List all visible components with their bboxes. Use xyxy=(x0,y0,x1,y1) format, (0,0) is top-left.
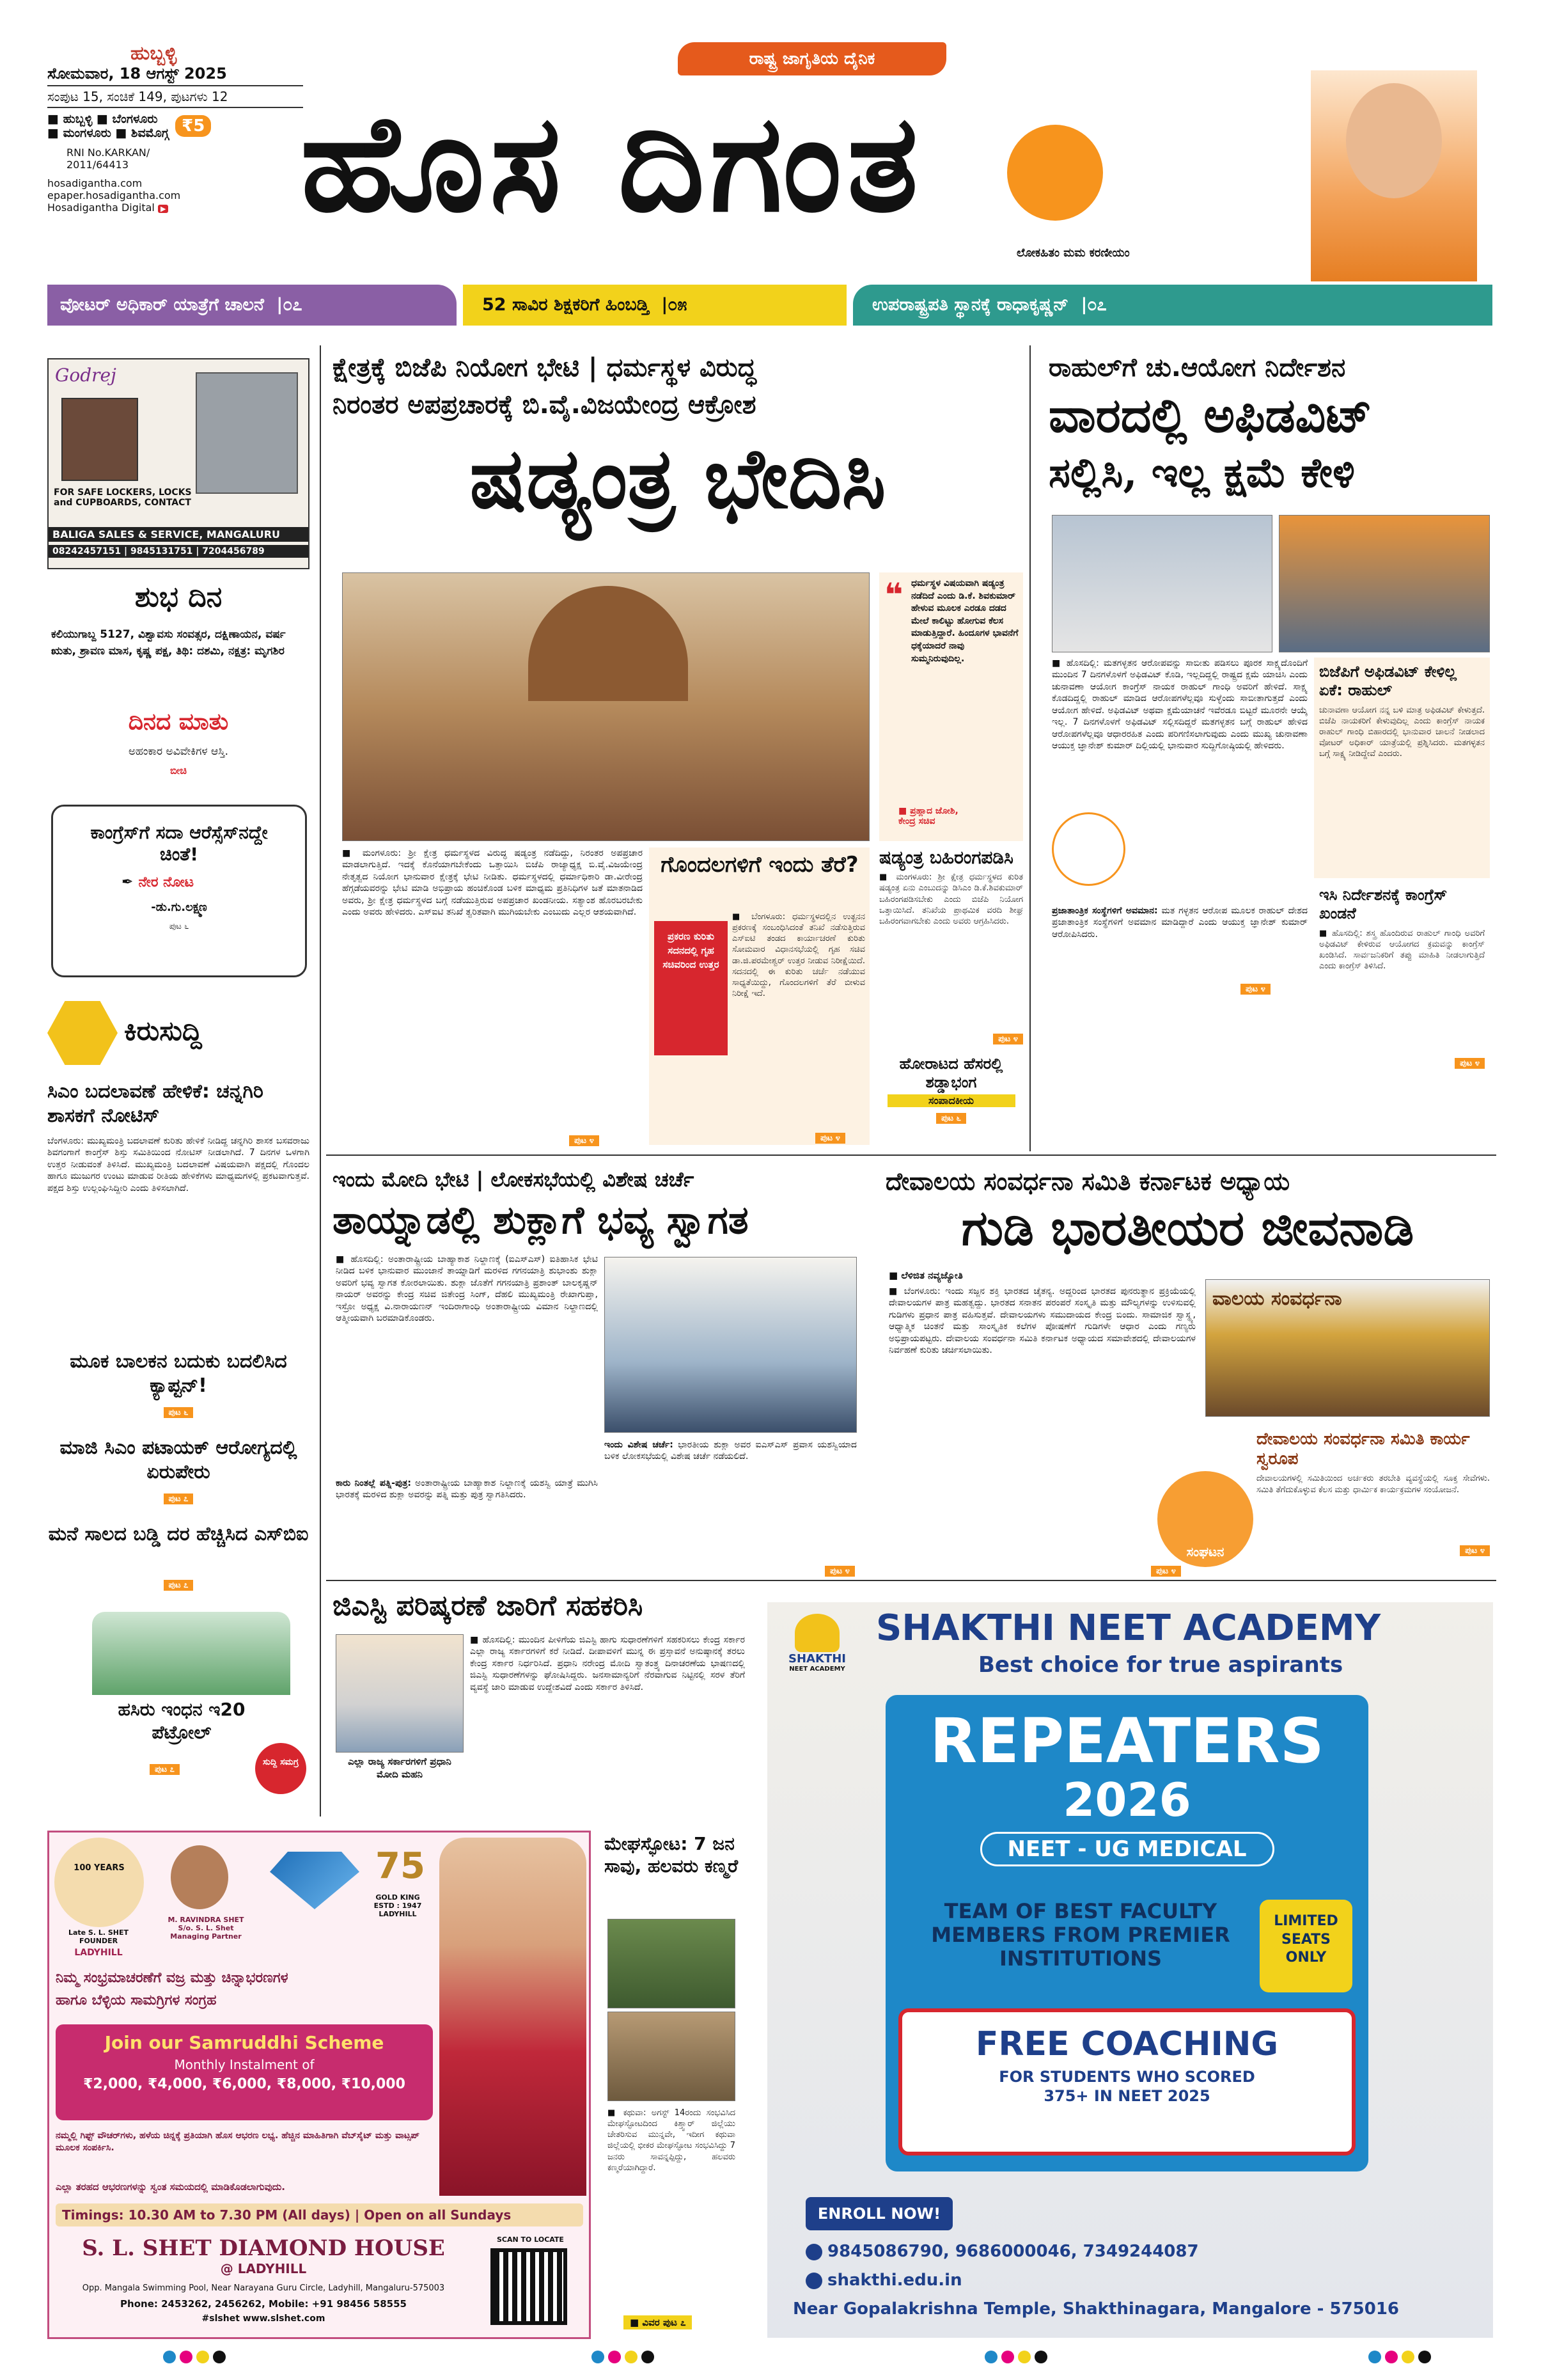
rahul-side2-title[interactable]: ಇಸಿ ನಿರ್ದೇಶನಕ್ಕೆ ಕಾಂಗ್ರೆಸ್ ಖಂಡನೆ xyxy=(1319,886,1448,922)
temple-box xyxy=(1256,1430,1490,1573)
column-title: ಕಾಂಗ್ರೆಸ್‌ಗೆ ಸದಾ ಆರೆಸ್ಸೆಸ್‌ನದ್ದೇ ಚಿಂತೆ! xyxy=(90,822,268,865)
finger-snap-icon xyxy=(47,1001,118,1065)
city-name: ಹುಬ್ಬಳ್ಳಿ xyxy=(130,42,177,65)
temple-logo: ಸಂಘಟನ xyxy=(1157,1471,1253,1567)
side2-box xyxy=(879,847,1023,1145)
suddi-samagra-badge: ಸುದ್ದಿ ಸಮಗ್ರ xyxy=(255,1743,306,1794)
gst-body: ■ ಹೊಸದಿಲ್ಲಿ: ಮುಂದಿನ ಪೀಳಿಗೆಯ ಜಿಎಸ್ಟಿ ಹಾಗು ಸುಧಾರಣೆಗಳಿಗೆ ಸಹಕರಿಸಲು ಕೇಂದ್ರ ಸರ್ಕಾರ ಎಲ್ಲಾ ರಾಜ್ಯ ಸರ್ಕಾರಗಳಿಗೆ ಕರೆ ನೀಡಿದೆ. ದೀಪಾವಳಿಗೆ ಮುನ್ನ ಈ ಪ್ರಸ್ತಾವನೆ ಅನುಷ್ಠಾನಕ್ಕೆ ತರಲು ಕೇಂದ್ರ ಸರ್ಕಾರ ನಿರ್ಧರಿಸಿದೆ. ಪ್ರಧಾನಿ ನರೇಂದ್ರ ಮೋದಿ ಸ್ವಾತಂತ್ರ್ಯ ದಿನಾಚರಣೆಯ ಭಾಷಣದಲ್ಲಿ ಜಿಎಸ್ಟಿ ಸುಧಾರಣೆಗಳನ್ನು ಘೋಷಿಸಿದ್ದರು. ಜನಸಾಮಾನ್ಯರಿಗೆ ನೆರವಾಗುವ ನಿಟ್ಟಿನಲ್ಲಿ ಸರಳ ತೆರಿಗೆ ವ್ಯವಸ್ಥೆ ಜಾರಿ ಮಾಡುವ ಉದ್ದೇಶವಿದೆ ಎಂದು ಸರ್ಕಾರ ತಿಳಿಸಿದೆ. xyxy=(470,1635,745,1692)
registration-marks-left xyxy=(163,2351,230,2363)
column-page: ಪುಟ ೬ xyxy=(169,922,189,931)
rahul-side2 xyxy=(1314,886,1490,1142)
cloudburst-headline[interactable]: ಮೇಘಸ್ಫೋಟ: 7 ಜನ ಸಾವು, ಹಲವರು ಕಣ್ಮರೆ xyxy=(604,1833,739,1877)
shet-jewellery-ad[interactable]: 100 YEARS Late S. L. SHET FOUNDER LADYHILL M. RAVINDRA SHET S/o. S. L. Shet Managing Partner 75 GOLD KING ESTD : 1947 LADYHILL ನಿಮ್ಮ ಸಂಭ್ರಮಾಚರಣೆಗೆ ವಜ್ರ ಮತ್ತು ಚಿನ್ನಾಭರಣಗಳ ಹಾಗೂ ಬೆಳ್ಳಿಯ ಸಾಮಗ್ರಿಗಳ ಸಂಗ್ರಹ Join our Samruddhi Scheme Monthly Instalment of ₹2,000, ₹4,000, ₹6,000, ₹8,000, ₹10,000 ನಮ್ಮಲ್ಲಿ ಗಿಫ್ಟ್ ವೌಚರ್‌ಗಳು, ಹಳೆಯ ಚಿನ್ನಕ್ಕೆ ಪ್ರತಿಯಾಗಿ ಹೊಸ ಆಭರಣ ಲಭ್ಯ. ಹೆಚ್ಚಿನ ಮಾಹಿತಿಗಾಗಿ ವೆಬ್‌ಸೈಟ್ ಮತ್ತು ವಾಟ್ಸಪ್ ಮೂಲಕ ಸಂಪರ್ಕಿಸಿ. ಎಲ್ಲಾ ತರಹದ ಆಭರಣಗಳನ್ನು ಸ್ವಂತ ಸಮಯದಲ್ಲಿ ಮಾಡಿಕೊಡಲಾಗುವುದು. Timings: 10.30 AM to 7.30 PM (All days) | Open on all Sundays S. L. SHET DIAMOND HOUSE @ LADYHILL Opp. Mangala Swimming Pool, Near Narayana Guru Circle, Ladyhill, Mangaluru-575003 Phone: 2453262, 2456262, Mobile: +91 98456 58555 #slshet www.slshet.com SCAN TO LOCATE xyxy=(47,1831,591,2339)
shubha-dina-heading: ಶುಭ ದಿನ xyxy=(134,581,223,613)
tagline-banner: ರಾಷ್ಟ್ರ ಜಾಗೃತಿಯ ದೈನಿಕ xyxy=(678,42,946,75)
side2-page[interactable]: ಪುಟ ೪ xyxy=(993,1034,1023,1044)
temple-box-title[interactable]: ದೇವಾಲಯ ಸಂವರ್ಧನಾ ಸಮಿತಿ ಕಾರ್ಯ ಸ್ವರೂಪ xyxy=(1256,1430,1470,1469)
fuel-box[interactable] xyxy=(47,1612,309,1804)
brief3-page: ಪುಟ ೭ xyxy=(164,1493,194,1504)
side-body: ■ ಬೆಂಗಳೂರು: ಧರ್ಮಸ್ಥಳದಲ್ಲಿನ ಉತ್ಖನನ ಪ್ರಕರಣಕ್ಕೆ ಸಂಬಂಧಿಸಿದಂತೆ ತನಿಖೆ ನಡೆಸುತ್ತಿರುವ ಎಸ್ಐಟಿ ತಂಡದ ಕಾರ್ಯಾಚರಣೆ ಕುರಿತು ಸೋಮವಾರ ವಿಧಾನಸಭೆಯಲ್ಲಿ ಗೃಹ ಸಚಿವ ಡಾ.ಜಿ.ಪರಮೇಶ್ವರ್ ಉತ್ತರ ನೀಡುವ ನಿರೀಕ್ಷೆಯಿದೆ. ಸದನದಲ್ಲಿ ಈ ಕುರಿತು ಚರ್ಚೆ ನಡೆಯುವ ಸಾಧ್ಯತೆಯಿದ್ದು, ಗೊಂದಲಗಳಿಗೆ ತೆರೆ ಬೀಳುವ ನಿರೀಕ್ಷೆ ಇದೆ. xyxy=(732,912,865,999)
rahul-side2-page[interactable]: ಪುಟ ೪ xyxy=(1455,1058,1485,1069)
fuel-page: ಪುಟ ೭ xyxy=(150,1764,180,1775)
pen-icon: ✒ xyxy=(121,874,134,890)
rahul-side1-body: ಚುನಾವಣಾ ಆಯೋಗ ನನ್ನ ಬಳಿ ಮಾತ್ರ ಅಫಿಡವಿಟ್ ಕೇಳುತ್ತದೆ. ಬಿಜೆಪಿ ನಾಯಕರಿಗೆ ಕೇಳುವುದಿಲ್ಲ ಎಂದು ಕಾಂಗ್ರೆಸ್ ನಾಯಕ ರಾಹುಲ್ ಗಾಂಧಿ ಬಿಹಾರದಲ್ಲಿ ಭಾನುವಾರ ಚಾಲನೆ ನೀಡಲಾದ ವೋಟರ್ ಅಧಿಕಾರ್ ಯಾತ್ರೆಯಲ್ಲಿ ಪ್ರಶ್ನಿಸಿದರು. ಮತಗಳ್ಳತನ ಬಗ್ಗೆ ಸಾಕ್ಷ್ಯ ನೀಡಿದ್ದೇವೆ ಎಂದರು. xyxy=(1319,705,1485,759)
edition-list: ■ ಹುಬ್ಬಳ್ಳಿ ■ ಬೆಂಗಳೂರು xyxy=(47,112,158,126)
rahul-headline-1[interactable]: ವಾರದಲ್ಲಿ ಅಫಿಡವಿಟ್ xyxy=(1049,388,1372,443)
cloudburst-photo-2 xyxy=(607,2012,735,2101)
shukla-page[interactable]: ಪುಟ ೪ xyxy=(825,1566,855,1577)
founder-photo xyxy=(171,1845,228,1909)
shukla-kicker: ಇಂದು ಮೋದಿ ಭೇಟಿ | ಲೋಕಸಭೆಯಲ್ಲಿ ವಿಶೇಷ ಚರ್ಚೆ xyxy=(332,1167,694,1192)
side3-page[interactable]: ಪುಟ ೬ xyxy=(936,1113,966,1124)
newspaper-motto: ಲೋಕಹಿತಂ ಮಮ ಕರಣೀಯಂ xyxy=(1017,246,1130,260)
rahul-body-2: ಪ್ರಜಾತಾಂತ್ರಿಕ ಸಂಸ್ಥೆಗಳಿಗೆ ಅವಮಾನ: ಮತ ಗಳ್ಳತನ ಆರೋಪ ಮೂಲಕ ರಾಹುಲ್ ದೇಶದ ಪ್ರಜಾತಾಂತ್ರಿಕ ಸಂಸ್ಥೆಗಳಿಗೆ ಅವಮಾನ ಮಾಡಿದ್ದಾರೆ ಎಂದು ಆಯುಕ್ತ ಜ್ಞಾನೇಶ್ ಕುಮಾರ್ ಆರೋಪಿಸಿದರು. xyxy=(1052,906,1308,940)
commissioner-photo xyxy=(1279,515,1490,652)
registration-marks-far-right xyxy=(1368,2351,1435,2363)
safe-image xyxy=(61,398,138,481)
mortarboard-icon xyxy=(795,1614,840,1652)
website-link[interactable]: hosadigantha.com xyxy=(47,177,143,189)
phone-line: 9845086790, 9686000046, 7349244087 xyxy=(806,2242,1199,2261)
youtube-icon: ▶ xyxy=(158,205,168,213)
web-line[interactable]: shakthi.edu.in xyxy=(806,2271,962,2290)
neet-logo: SHAKTHI NEET ACADEMY xyxy=(779,1614,856,1684)
brief1-title[interactable]: ಸಿಎಂ ಬದಲಾವಣೆ ಹೇಳಿಕೆ: ಚನ್ನಗಿರಿ ಶಾಸಕಗೆ ನೋಟಿಸ್ xyxy=(47,1080,263,1127)
digital-link[interactable]: Hosadigantha Digital ▶ xyxy=(47,201,303,214)
rahul-kicker: ರಾಹುಲ್‌ಗೆ ಚು.ಆಯೋಗ ನಿರ್ದೇಶನ xyxy=(1049,353,1346,382)
band-voter[interactable]: ವೋಟರ್ ಅಧಿಕಾರ್ ಯಾತ್ರೆಗೆ ಚಾಲನೆ |೦೭ xyxy=(47,285,457,326)
centenary-logo: 100 YEARS xyxy=(54,1838,144,1927)
lead-kicker-2: ನಿರಂತರ ಅಪಪ್ರಚಾರಕ್ಕೆ ಬಿ.ವೈ.ವಿಜಯೇಂದ್ರ ಆಕ್ರೋಶ xyxy=(332,390,756,420)
gst-headline[interactable]: ಜಿಎಸ್ಟಿ ಪರಿಷ್ಕರಣೆ ಜಾರಿಗೆ ಸಹಕರಿಸಿ xyxy=(332,1589,643,1622)
rahul-side2-body: ■ ಹೊಸದಿಲ್ಲಿ: ಶಸ್ತ್ರ ಹೊಂದಿರುವ ರಾಹುಲ್ ಗಾಂಧಿ ಅವರಿಗೆ ಅಫಿಡವಿಟ್ ಕೇಳಿರುವ ಆಯೋಗದ ಕ್ರಮವನ್ನು ಕಾಂಗ್ರೆಸ್ ಖಂಡಿಸಿದೆ. ಸಾರ್ವಜನಿಕರಿಗೆ ತಪ್ಪು ಮಾಹಿತಿ ನೀಡಲಾಗುತ್ತಿದೆ ಎಂದು ಕಾಂಗ್ರೆಸ್ ತಿಳಿಸಿದೆ. xyxy=(1319,928,1485,972)
masthead-left xyxy=(47,42,303,272)
temple-banner-text: ವಾಲಯ ಸಂವರ್ಧನಾ xyxy=(1212,1288,1342,1310)
cloudburst-photo-1 xyxy=(607,1919,735,2008)
neet-academy-ad[interactable] xyxy=(767,1602,1493,2338)
cloudburst-body: ■ ಕಥುವಾ: ಅಗಸ್ಟ್ 14ರಂದು ಸಂಭವಿಸಿದ ಮೇಘಸ್ಫೋಟದಿಂದ ಕಿಶ್ತ್ವಾರ್ ಜಿಲ್ಲೆಯು ಚೇತರಿಸುವ ಮುನ್ನವೇ, ಇದೀಗ ಕಥುವಾ ಜಿಲ್ಲೆಯಲ್ಲಿ ಭೀಕರ ಮೇಘಸ್ಫೋಟ ಸಂಭವಿಸಿದ್ದು 7 ಜನರು ಸಾವನ್ನಪ್ಪಿದ್ದು, ಹಲವರು ಕಣ್ಮರೆಯಾಗಿದ್ದಾರೆ. xyxy=(607,2108,735,2173)
edition-list: ■ ಮಂಗಳೂರು ■ ಶಿವಮೊಗ್ಗ xyxy=(47,126,169,140)
kirusuddi-heading: ಕಿರುಸುದ್ದಿ xyxy=(124,1015,202,1046)
side-page[interactable]: ಪುಟ ೪ xyxy=(815,1133,845,1144)
brief2-page: ಪುಟ ೬ xyxy=(164,1407,194,1418)
modi-caption: ಎಲ್ಲಾ ರಾಜ್ಯ ಸರ್ಕಾರಗಳಿಗೆ ಪ್ರಧಾನಿ ಮೋದಿ ಮಹನಿ xyxy=(348,1756,451,1780)
brief1-body: ಬೆಂಗಳೂರು: ಮುಖ್ಯಮಂತ್ರಿ ಬದಲಾವಣೆ ಕುರಿತು ಹೇಳಿಕೆ ನೀಡಿದ್ದ ಚನ್ನಗಿರಿ ಶಾಸಕ ಬಸವರಾಜು ಶಿವಗಂಗಾಗೆ ಕಾಂಗ್ರೆಸ್ ಶಿಸ್ತು ಸಮಿತಿಯಿಂದ ನೋಟಿಸ್ ನೀಡಲಾಗಿದೆ. 7 ದಿನಗಳ ಒಳಗಾಗಿ ಉತ್ತರ ನೀಡುವಂತೆ ತಿಳಿಸಿದೆ. ಮುಖ್ಯಮಂತ್ರಿ ಬದಲಾವಣೆ ವಿಷಯವಾಗಿ ಪಕ್ಷದಲ್ಲಿ ಗೊಂದಲ ಹಾಗೂ ಮುಜುಗರ ಉಂಟು ಮಾಡುವ ರೀತಿಯ ಹೇಳಿಕೆಗಳು ಮಾಧ್ಯಮಗಳಲ್ಲಿ ಪ್ರಕಟವಾಗುತ್ತವೆ. ಪಕ್ಷದ ಶಿಸ್ತು ಉಲ್ಲಂಘಿಸಿದ್ದೀರಿ ಎಂದು ತಿಳಿಸಲಾಗಿದೆ. xyxy=(47,1136,309,1194)
price-badge: ₹5 xyxy=(175,115,211,137)
quote-author: ■ ಪ್ರಹ್ಲಾದ ಜೋಶಿ, ಕೇಂದ್ರ ಸಚಿವ xyxy=(898,806,958,826)
registration-marks-center xyxy=(591,2351,658,2363)
godrej-ad[interactable]: Godrej FOR SAFE LOCKERS, LOCKS and CUPBOARDS, CONTACT BALIGA SALES & SERVICE, MANGALURU 08242457151 | 9845131751 | 7204456789 xyxy=(47,358,309,569)
band-teachers[interactable]: 52 ಸಾವಿರ ಶಿಕ್ಷಕರಿಗೆ ಹಿಂಬಡ್ತಿ |೦೫ xyxy=(463,285,847,326)
shukla-body: ■ ಹೊಸದಿಲ್ಲಿ: ಅಂತಾರಾಷ್ಟ್ರೀಯ ಬಾಹ್ಯಾಕಾಶ ನಿಲ್ದಾಣಕ್ಕೆ (ಐಎಸ್ಎಸ್) ಐತಿಹಾಸಿಕ ಭೇಟಿ ನೀಡಿದ ಬಳಿಕ ಭಾನುವಾರ ಮುಂಜಾನೆ ತಾಯ್ನಾಡಿಗೆ ಮರಳಿದ ಗಗನಯಾತ್ರಿ ಶುಭಾಂಶು ಶುಕ್ಲಾ ಅವರಿಗೆ ಭವ್ಯ ಸ್ವಾಗತ ಕೋರಲಾಯಿತು. ಶುಕ್ಲಾ ಜೊತೆಗೆ ಗಗನಯಾತ್ರಿ ಪ್ರಶಾಂತ್ ಬಾಲಕೃಷ್ಣನ್ ನಾಯರ್ ಅವರನ್ನು ಕೇಂದ್ರ ಸಚಿವ ಜಿತೇಂದ್ರ ಸಿಂಗ್, ದೆಹಲಿ ಮುಖ್ಯಮಂತ್ರಿ ರೇಖಾಗುಪ್ತಾ, ಇಸ್ರೋ ಅಧ್ಯಕ್ಷ ವಿ.ನಾರಾಯಣನ್ ಇಂದಿರಾಗಾಂಧಿ ಅಂತಾರಾಷ್ಟ್ರೀಯ ವಿಮಾನ ನಿಲ್ದಾಣದಲ್ಲಿ ಆತ್ಮೀಯವಾಗಿ ಬರಮಾಡಿಕೊಂಡರು. xyxy=(336,1254,598,1324)
diamond-logo xyxy=(270,1852,359,1909)
brief2-title[interactable]: ಮೂಕ ಬಾಲಕನ ಬದುಕು ಬದಲಿಸಿದ ಕ್ಯಾಪ್ಟನ್! xyxy=(70,1350,287,1397)
temple-box-body: ದೇವಾಲಯಗಳಲ್ಲಿ ಸಮಿತಿಯಿಂದ ಅರ್ಚಕರು ತರಬೇತಿ ವ್ಯವಸ್ಥೆಯಲ್ಲಿ ಸೂಕ್ತ ಸೇವೆಗಳು. ಸಮಿತಿ ತೆಗೆದುಕೊಳ್ಳುವ ಕೆಲಸ ಮತ್ತು ಧಾರ್ಮಿಕ ಕಾರ್ಯಕ್ರಮಗಳ ಸಂಯೋಜನೆ. xyxy=(1256,1474,1490,1495)
shukla-body-3: ಇಂದು ವಿಶೇಷ ಚರ್ಚೆ: ಭಾರತೀಯ ಶುಕ್ಲಾ ಅವರ ಐಎಸ್ಎಸ್ ಪ್ರವಾಸ ಯಶಸ್ವಿಯಾದ ಬಳಿಕ ಲೋಕಸಭೆಯಲ್ಲಿ ವಿಶೇಷ ಚರ್ಚೆ ನಡೆಯಲಿದೆ. xyxy=(604,1440,857,1462)
quote-author: ಬೀಚಿ xyxy=(169,764,187,776)
newspaper-title: ಹೊಸ ದಿಗಂತ xyxy=(301,84,924,242)
side-story-box xyxy=(649,847,870,1145)
temple-box-page[interactable]: ಪುಟ ೪ xyxy=(1460,1545,1490,1556)
temple-body: ■ ಬೆಂಗಳೂರು: ಇಂದು ಸಜ್ಜನ ಶಕ್ತಿ ಭಾರತದ ಚೈತನ್ಯ. ಅದ್ದರಿಂದ ಭಾರತದ ಪುನರುತ್ಥಾನ ಪ್ರಕ್ರಿಯೆಯಲ್ಲಿ ದೇವಾಲಯಗಳ ಪಾತ್ರ ಮಹತ್ವದ್ದು. ಭಾರತದ ಸನಾತನ ಪರಂಪರೆ ಸಂಸ್ಕೃತಿ ಮತ್ತು ಮೌಲ್ಯಗಳನ್ನು ಉಳಿಸುವಲ್ಲಿ ಗುಡಿಗಳು ಪ್ರಧಾನ ಪಾತ್ರ ವಹಿಸುತ್ತವೆ. ದೇವಾಲಯಗಳು ಸಮುದಾಯದ ಕೇಂದ್ರ ಬಿಂದು. ಸಾಮಾಜಿಕ ಸ್ವಾಸ್ಥ್ಯ, ಆಧ್ಯಾತ್ಮಿಕ ಚಿಂತನೆ ಮತ್ತು ಸಾಂಸ್ಕೃತಿಕ ಕಲೆಗಳ ಪೋಷಣೆಗೆ ಗುಡಿಗಳೇ ಆಧಾರ ಎಂದು ಗಣ್ಯರು ಅಭಿಪ್ರಾಯಪಟ್ಟರು. ದೇವಾಲಯ ಸಂವರ್ಧನಾ ಸಮಿತಿ ಕರ್ನಾಟಕ ಅಧ್ಯಾಯದ ಸಮಾವೇಶದಲ್ಲಿ ದೇವಾಲಯಗಳ ನಿರ್ವಹಣೆ ಕುರಿತು ಚರ್ಚಿಸಲಾಯಿತು. xyxy=(889,1286,1196,1356)
shukla-body-2: ಕಾರು ನಿಂತಲ್ಲೆ ಪತ್ನಿ-ಪುತ್ರ: ಅಂತಾರಾಷ್ಟ್ರೀಯ ಬಾಹ್ಯಾಕಾಶ ನಿಲ್ದಾಣಕ್ಕೆ ಯಶಸ್ವಿ ಯಾತ್ರೆ ಮುಗಿಸಿ ಭಾರತಕ್ಕೆ ಮರಳಿದ ಶುಕ್ಲಾ ಅವರನ್ನು ಪತ್ನಿ ಮತ್ತು ಪುತ್ರ ಸ್ವಾಗತಿಸಿದರು. xyxy=(336,1478,598,1501)
fuel-pump-photo xyxy=(92,1612,290,1695)
column-name: ನೇರ ನೋಟ xyxy=(138,874,194,890)
shukla-photo xyxy=(604,1257,857,1433)
title-emblem xyxy=(1007,125,1103,221)
rahul-page[interactable]: ಪುಟ ೪ xyxy=(1240,984,1271,995)
neet-subtitle: Best choice for true aspirants xyxy=(978,1652,1343,1678)
election-logo xyxy=(1052,812,1125,886)
address-line: Near Gopalakrishna Temple, Shakthinagara, Mangalore - 575016 xyxy=(793,2299,1400,2319)
temple-event-photo xyxy=(1205,1279,1490,1417)
rni-number: RNI No.KARKAN/ 2011/64413 xyxy=(66,146,150,171)
rahul-photo xyxy=(1052,515,1272,652)
dinada-maatu-heading: ದಿನದ ಮಾತು xyxy=(128,709,229,735)
lead-headline[interactable]: ಷಡ್ಯಂತ್ರ ಭೇದಿಸಿ xyxy=(469,429,886,527)
rahul-body: ■ ಹೊಸದಿಲ್ಲಿ: ಮತಗಳ್ಳತನ ಆರೋಪವನ್ನು ಸಾಬೀತು ಪಡಿಸಲು ಪೂರಕ ಸಾಕ್ಷ್ಯದೊಂದಿಗೆ ಮುಂದಿನ 7 ದಿನಗಳೊಳಗೆ ಅಫಿಡವಿಟ್ ಕೊಡಿ, ಇಲ್ಲದಿದ್ದಲ್ಲಿ ರಾಷ್ಟ್ರದ ಕ್ಷಮೆ ಯಾಚಿಸಿ ಎಂದು ಚುನಾವಣಾ ಆಯೋಗ ಕಾಂಗ್ರೆಸ್ ನಾಯಕ ರಾಹುಲ್ ಗಾಂಧಿ ಅವರಿಗೆ ಹೇಳಿದೆ. ಸಾಕ್ಷ್ಯ ಕೊಡದಿದ್ದಲ್ಲಿ ರಾಹುಲ್ ಮಾಡಿದ ಆರೋಪಗಳೆಲ್ಲವೂ ಸುಳ್ಳೆಂದು ಸಾಬೀತಾಗುತ್ತದೆ ಎಂದು ಆಯೋಗ ಹೇಳಿದೆ. ಅಫಿಡವಿಟ್ ಅಥವಾ ಕ್ಷಮೆಯಾಚನೆ ಇವೆರಡೂ ಬಿಟ್ಟರೆ ಮೂರನೇ ಆಯ್ಕೆ ಇಲ್ಲ. 7 ದಿನಗಳೊಳಗೆ ಅಫಿಡವಿಟ್ ಸಲ್ಲಿಸದಿದ್ದರೆ ಮತಗಳ್ಳತನ ಬಗ್ಗೆ ರಾಹುಲ್ ಹೇಳಿದ ಆರೋಪಗಳೆಲ್ಲವೂ ಆಧಾರರಹಿತ ಎಂದು ಪರಿಗಣಿಸಲಾಗುವುದು ಎಂದು ಮುಖ್ಯ ಚುನಾವಣಾ ಆಯುಕ್ತ ಜ್ಞಾನೇಶ್ ಕುಮಾರ್ ದಿಲ್ಲಿಯಲ್ಲಿ ಭಾನುವಾರ ಸುದ್ದಿಗೋಷ್ಠಿಯಲ್ಲಿ ಹೇಳಿದರು. xyxy=(1052,658,1308,752)
issue-number: ಸಂಪುಟ 15, ಸಂಚಿಕೆ 149, ಪುಟಗಳು 12 xyxy=(47,89,228,104)
brief4-page: ಪುಟ ೭ xyxy=(164,1580,194,1591)
lead-group-photo xyxy=(342,572,870,841)
shukla-headline[interactable]: ತಾಯ್ನಾಡಲ್ಲಿ ಶುಕ್ಲಾಗೆ ಭವ್ಯ ಸ್ವಾಗತ xyxy=(332,1198,749,1243)
lead-kicker-1: ಕ್ಷೇತ್ರಕ್ಕೆ ಬಿಜೆಪಿ ನಿಯೋಗ ಭೇಟಿ | ಧರ್ಮಸ್ಥಳ ವಿರುದ್ಧ xyxy=(332,353,756,382)
kirusuddi-banner xyxy=(47,1001,309,1065)
quote-text: ಅಹಂಕಾರ ಅವಿವೇಕಿಗಳ ಆಸ್ತಿ. xyxy=(128,745,229,758)
band-vicepresident[interactable]: ಉಪರಾಷ್ಟ್ರಪತಿ ಸ್ಥಾನಕ್ಕೆ ರಾಧಾಕೃಷ್ಣನ್ |೦೭ xyxy=(853,285,1492,326)
brief3-title[interactable]: ಮಾಜಿ ಸಿಎಂ ಪಟಾಯಕ್ ಆರೋಗ್ಯದಲ್ಲಿ ಏರುಪೇರು xyxy=(59,1437,297,1483)
shet-logo: S. L. SHET DIAMOND HOUSE @ LADYHILL xyxy=(82,2235,445,2276)
column-box[interactable] xyxy=(51,805,307,977)
side-title[interactable]: ಗೊಂದಲಗಳಿಗೆ ಇಂದು ತೆರೆ? xyxy=(661,852,859,878)
enroll-button[interactable]: ENROLL NOW! xyxy=(806,2197,953,2230)
lead-quote-box: ❝ ಧರ್ಮಸ್ಥಳ ವಿಷಯವಾಗಿ ಷಡ್ಯಂತ್ರ ನಡೆದಿದೆ ಎಂದು ಡಿ.ಕೆ. ಶಿವಕುಮಾರ್ ಹೇಳುವ ಮೂಲಕ ಎರಡೂ ದಡದ ಮೇಲೆ ಕಾಲಿಟ್ಟು ಹೋಗುವ ಕೆಲಸ ಮಾಡುತ್ತಿದ್ದಾರೆ. ಹಿಂದೂಗಳ ಭಾವನೆಗೆ ಧಕ್ಕೆಯಾದರೆ ನಾವು ಸುಮ್ಮನಿರುವುದಿಲ್ಲ. ■ ಪ್ರಹ್ಲಾದ ಜೋಶಿ, ಕೇಂದ್ರ ಸಚಿವ xyxy=(879,572,1023,841)
side2-body: ■ ಮಂಗಳೂರು: ಶ್ರೀ ಕ್ಷೇತ್ರ ಧರ್ಮಸ್ಥಳದ ಕುರಿತ ಷಡ್ಯಂತ್ರ ಏನು ಎಂಬುದನ್ನು ಡಿಸಿಎಂ ಡಿ.ಕೆ.ಶಿವಕುಮಾರ್ ಬಹಿರಂಗಪಡಿಸಬೇಕು ಎಂದು ಬಿಜೆಪಿ ನಿಯೋಗ ಒತ್ತಾಯಿಸಿದೆ. ತನಿಖೆಯ ಪ್ರಾಥಮಿಕ ವರದಿ ಶೀಘ್ರ ಬಹಿರಂಗವಾಗಬೇಕು ಎಂದು ಅವರು ಆಗ್ರಹಿಸಿದರು. xyxy=(879,872,1023,926)
temple-kicker: ದೇವಾಲಯ ಸಂವರ್ಧನಾ ಸಮಿತಿ ಕರ್ನಾಟಕ ಅಧ್ಯಾಯ xyxy=(886,1167,1290,1195)
issue-date: ಸೋಮವಾರ, 18 ಆಗಸ್ಟ್ 2025 xyxy=(47,65,227,83)
rahul-side1 xyxy=(1314,658,1490,878)
quote-icon: ❝ xyxy=(884,576,903,613)
godrej-logo: Godrej xyxy=(55,365,116,386)
globe-icon xyxy=(806,2273,822,2289)
scheme-box: Join our Samruddhi Scheme Monthly Instalment of ₹2,000, ₹4,000, ₹6,000, ₹8,000, ₹10,000 xyxy=(56,2024,433,2120)
portrait-photo xyxy=(1311,70,1477,281)
qr-code[interactable] xyxy=(490,2248,567,2325)
registration-marks-right xyxy=(985,2351,1051,2363)
fuel-title: ಹಸಿರು ಇಂಧನ ಇ20 ಪೆಟ್ರೋಲ್ xyxy=(118,1699,246,1744)
side3-sub: ಸಂಪಾದಕೀಯ xyxy=(888,1094,1015,1107)
lead-page[interactable]: ಪುಟ ೪ xyxy=(569,1135,599,1146)
rahul-headline-2[interactable]: ಸಲ್ಲಿಸಿ, ಇಲ್ಲ ಕ್ಷಮೆ ಕೇಳಿ xyxy=(1049,449,1355,497)
cupboard-image xyxy=(196,372,298,494)
side2-title[interactable]: ಷಡ್ಯಂತ್ರ ಬಹಿರಂಗಪಡಿಸಿ xyxy=(879,847,1013,868)
neet-blue-panel: REPEATERS 2026 NEET - UG MEDICAL TEAM OF BEST FACULTY MEMBERS FROM PREMIER INSTITUTIONS LIMITED SEATS ONLY FREE COACHING FOR STUDENTS WHO SCORED 375+ IN NEET 2025 xyxy=(886,1695,1368,2171)
temple-byline: ■ ಲೆಳಿಜಿತ ನವ್ಯಜ್ಯೋತಿ xyxy=(889,1270,963,1281)
brief4-title[interactable]: ಮನೆ ಸಾಲದ ಬಡ್ಡಿ ದರ ಹೆಚ್ಚಿಸಿದ ಎಸ್‌ಬಿಐ xyxy=(48,1523,309,1545)
model-photo xyxy=(439,1838,586,2196)
temple-page[interactable]: ಪುಟ ೪ xyxy=(1151,1566,1181,1577)
lead-body: ■ ಮಂಗಳೂರು: ಶ್ರೀ ಕ್ಷೇತ್ರ ಧರ್ಮಸ್ಥಳದ ವಿರುದ್ಧ ಷಡ್ಯಂತ್ರ ನಡೆದಿದ್ದು, ನಿರಂತರ ಅಪಪ್ರಚಾರ ಮಾಡಲಾಗುತ್ತಿದೆ. ಇದಕ್ಕೆ ಕೊನೆಯಾಗಬೇಕೆಂದು ಒತ್ತಾಯಿಸಿ ಬಿಜೆಪಿ ರಾಜ್ಯಾಧ್ಯಕ್ಷ ಬಿ.ವೈ.ವಿಜಯೇಂದ್ರ ನೇತೃತ್ವದ ನಿಯೋಗ ಭಾನುವಾರ ಕ್ಷೇತ್ರಕ್ಕೆ ಭೇಟಿ ನೀಡಿತು. ಧರ್ಮಸ್ಥಳದಲ್ಲಿ ಧರ್ಮಾಧಿಕಾರಿ ಡಾ.ವೀರೇಂದ್ರ ಹೆಗ್ಗಡೆಯವರನ್ನು ಭೇಟಿ ಮಾಡಿ ಅಭಿಪ್ರಾಯ ಹಂಚಿಕೊಂಡ ಬಳಿಕ ಮಾಧ್ಯಮ ಪ್ರತಿನಿಧಿಗಳ ಜತೆ ಮಾತನಾಡಿದ ಅವರು, ಶ್ರೀ ಕ್ಷೇತ್ರ ಧರ್ಮಸ್ಥಳದ ಬಗ್ಗೆ ನಡೆಯುತ್ತಿರುವ ಅಪಪ್ರಚಾರ ಖಂಡನೀಯ. ಸತ್ಯಾಂಶ ಹೊರಬರಬೇಕು ಎಂದು ಅವರು ಹೇಳಿದರು. ಎಸ್ಐಟಿ ತನಿಖೆ ತ್ವರಿತವಾಗಿ ಮುಗಿಯಬೇಕು ಎಂಬುದು ಎಲ್ಲರ ಆಶಯವಾಗಿದೆ. xyxy=(342,848,643,918)
panchanga-text: ಕಲಿಯುಗಾಬ್ದ 5127, ವಿಶ್ವಾವಸು ಸಂವತ್ಸರ, ದಕ್ಷಿಣಾಯನ, ವರ್ಷ ಋತು, ಶ್ರಾವಣ ಮಾಸ, ಕೃಷ್ಣ ಪಕ್ಷ, ತಿಥಿ: ದಶಮಿ, ನಕ್ಷತ್ರ: ಮೃಗಶಿರ xyxy=(51,628,286,658)
neet-title: SHAKTHI NEET ACADEMY xyxy=(876,1607,1381,1649)
temple-headline[interactable]: ಗುಡಿ ಭಾರತೀಯರ ಜೀವನಾಡಿ xyxy=(961,1199,1414,1256)
rahul-side1-title[interactable]: ಬಿಜೆಪಿಗೆ ಅಫಿಡವಿಟ್ ಕೇಳಿಲ್ಲ ಏಕೆ: ರಾಹುಲ್ xyxy=(1319,663,1457,699)
column-author: -ಡು.ಗು.ಲಕ್ಷ್ಮಣ xyxy=(151,901,207,914)
epaper-link[interactable]: epaper.hosadigantha.com xyxy=(47,189,181,201)
side3-title[interactable]: ಹೋರಾಟದ ಹೆಸರಲ್ಲಿ ಶಡ್ಡಾಭಂಗ xyxy=(899,1055,1003,1091)
cloudburst-page[interactable]: ■ ವಿವರ ಪುಟ ೭ xyxy=(623,2315,692,2329)
modi-photo xyxy=(336,1634,464,1753)
side-red-box: ಪ್ರಕರಣ ಕುರಿತು ಸದನದಲ್ಲಿ ಗೃಹ ಸಚಿವರಿಂದ ಉತ್ತರ xyxy=(654,921,728,1055)
whatsapp-icon xyxy=(806,2244,822,2260)
